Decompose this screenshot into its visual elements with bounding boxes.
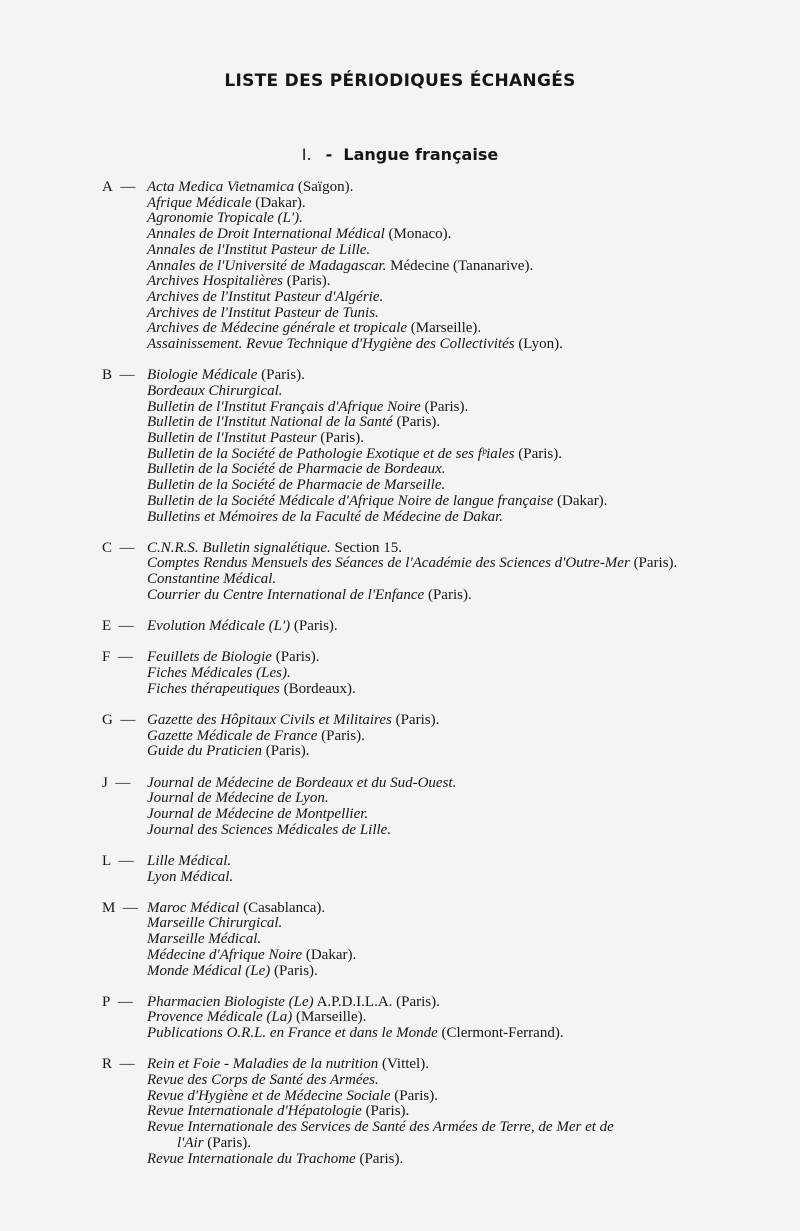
periodical-entry: [147, 243, 782, 259]
periodical-location: (Paris).: [514, 445, 562, 462]
periodical-title: Provence Médicale (La): [147, 1009, 293, 1026]
periodical-title: Gazette des Hôpitaux Civils et Militaires: [147, 711, 392, 728]
periodical-entry: [147, 948, 782, 964]
section-heading: [0, 145, 800, 164]
periodical-location: (Clermont-Ferrand).: [437, 1025, 564, 1042]
letter-dash: —: [119, 367, 135, 384]
periodical-title: Pharmacien Biologiste (Le): [147, 993, 314, 1010]
periodical-title: Marseille Chirurgical.: [147, 915, 283, 932]
letter-group-r: [102, 1057, 782, 1167]
letter-label: C: [102, 539, 113, 556]
periodical-title: Archives de l'Institut Pasteur de Tunis.: [147, 304, 379, 321]
letter-group-g: [102, 713, 782, 760]
periodical-location: (Paris).: [261, 743, 310, 760]
letter-label: E: [102, 618, 112, 635]
periodical-title: Monde Médical (Le): [147, 962, 271, 979]
periodical-entry: [147, 541, 782, 557]
letter-group-m: [102, 901, 782, 980]
letter-group-p: [102, 995, 782, 1042]
group-letter: [102, 995, 146, 1011]
periodical-location: (Marseille).: [292, 1009, 367, 1026]
periodical-entry: [147, 1120, 729, 1151]
periodical-location: (Paris).: [355, 1150, 404, 1167]
periodical-location: Section 15.: [330, 539, 402, 556]
periodical-title: Bordeaux Chirurgical.: [147, 382, 283, 399]
periodical-title: Assainissement. Revue Technique d'Hygiène des Collectivités: [147, 336, 515, 353]
periodical-entry: [147, 431, 782, 447]
periodical-title: Archives de l'Institut Pasteur d'Algérie.: [147, 288, 384, 305]
periodical-location: (Paris).: [316, 430, 364, 447]
letter-label: B: [102, 367, 113, 384]
periodical-title: Guide du Praticien: [147, 743, 262, 760]
periodical-title: Revue d'Hygiène et de Médecine Sociale: [147, 1087, 391, 1104]
periodical-location: (Saïgon).: [294, 179, 354, 195]
periodical-entry: [147, 916, 782, 932]
letter-dash: —: [122, 899, 138, 916]
periodical-title: Archives de Médecine générale et tropicale: [147, 320, 408, 337]
periodical-location: (Dakar).: [302, 946, 357, 963]
periodical-title: Publications O.R.L. en France et dans le Monde: [147, 1025, 438, 1042]
periodical-entry: [147, 415, 782, 431]
periodical-location: (Bordeaux).: [279, 680, 356, 697]
letter-group-f: [102, 650, 782, 697]
letter-dash: —: [119, 539, 135, 556]
periodical-title: Bulletin de la Société de Pharmacie de Bordeaux.: [147, 461, 446, 478]
periodical-location: (Paris).: [270, 962, 318, 979]
periodical-entry: [147, 619, 782, 635]
periodical-entry: [147, 462, 782, 478]
periodical-title: Marseille Médical.: [147, 931, 262, 948]
periodical-entry: [147, 259, 782, 275]
periodical-entry: [147, 713, 782, 729]
periodical-entry: [147, 447, 782, 463]
periodical-entry: [147, 650, 782, 666]
periodical-entry: [147, 180, 782, 196]
periodicals-list: [102, 180, 782, 1183]
letter-group-j: [102, 776, 782, 839]
letter-dash: —: [120, 179, 136, 195]
group-letter: [102, 854, 146, 870]
periodical-entry: [147, 306, 782, 322]
periodical-location: (Paris).: [290, 618, 338, 635]
periodical-entry: [147, 854, 782, 870]
periodical-location: (Paris).: [317, 727, 365, 744]
periodical-entry: [147, 1104, 782, 1120]
periodical-entry: [147, 744, 782, 760]
periodical-location: (Vittel).: [378, 1056, 429, 1073]
group-letter: [102, 901, 146, 917]
periodical-title: Agronomie Tropicale (L').: [147, 210, 303, 227]
periodical-entry: [147, 807, 782, 823]
group-letter: [102, 541, 146, 557]
periodical-entry: [147, 1152, 782, 1168]
periodical-title: Lille Médical.: [147, 852, 232, 869]
letter-label: L: [102, 852, 112, 869]
periodical-title: Revue Internationale des Services de Santé des Armées de Terre, de Mer et de: [147, 1119, 614, 1136]
periodical-location: (Paris).: [392, 414, 441, 431]
periodical-location: (Paris).: [203, 1134, 252, 1151]
periodical-title: Journal des Sciences Médicales de Lille.: [147, 821, 392, 838]
periodical-location: (Paris).: [271, 649, 320, 666]
periodical-location: (Monaco).: [384, 226, 452, 243]
group-letter: [102, 776, 146, 792]
periodical-title: Bulletin de la Société de Pathologie Exotique et de ses fᵖiales: [147, 445, 515, 462]
periodical-title: Revue Internationale du Trachome: [147, 1150, 356, 1167]
periodical-entry: [147, 1089, 782, 1105]
periodical-entry: [147, 776, 782, 792]
periodical-title: Journal de Médecine de Lyon.: [147, 790, 329, 807]
periodical-location: (Marseille).: [407, 320, 482, 337]
periodical-entry: [147, 510, 782, 526]
periodical-title: Archives Hospitalières: [147, 273, 283, 290]
periodical-title: Annales de l'Université de Madagascar.: [147, 257, 387, 274]
periodical-entry: [147, 1057, 782, 1073]
periodical-title: Afrique Médicale: [147, 194, 252, 211]
periodical-location: (Casablanca).: [239, 899, 326, 916]
periodical-title: Courrier du Centre International de l'Enfance: [147, 586, 425, 603]
periodical-title: Acta Medica Vietnamica: [147, 179, 295, 195]
periodical-location: (Paris).: [282, 273, 331, 290]
periodical-title: Annales de l'Institut Pasteur de Lille.: [147, 241, 371, 258]
periodical-entry: [147, 823, 782, 839]
letter-group-a: [102, 180, 782, 353]
periodical-entry: [147, 494, 782, 510]
periodical-entry: [147, 337, 782, 353]
periodical-location: A.P.D.I.L.A. (Paris).: [313, 993, 440, 1010]
periodical-entry: [147, 964, 782, 980]
letter-group-b: [102, 368, 782, 525]
periodical-location: (Paris).: [361, 1103, 410, 1120]
group-letter: [102, 650, 146, 666]
periodical-title: Médecine d'Afrique Noire: [147, 946, 303, 963]
periodical-location: (Paris).: [420, 398, 469, 415]
group-letter: [102, 1057, 146, 1073]
letter-dash: —: [118, 618, 134, 635]
periodical-title: Biologie Médicale: [147, 367, 258, 384]
letter-label: A: [102, 179, 113, 195]
periodical-entry: [147, 556, 782, 572]
periodical-location: (Paris).: [424, 586, 472, 603]
periodical-title: Maroc Médical: [147, 899, 240, 916]
periodical-entry: [147, 1026, 782, 1042]
periodical-location: (Paris).: [391, 711, 440, 728]
periodical-title: Feuillets de Biologie: [147, 649, 272, 666]
letter-label: R: [102, 1056, 113, 1073]
periodical-entry: [147, 384, 782, 400]
periodical-location: (Dakar).: [553, 492, 608, 509]
periodical-title: Bulletin de l'Institut National de la Santé: [147, 414, 393, 431]
periodical-title: Journal de Médecine de Bordeaux et du Sud-Ouest.: [147, 774, 457, 791]
periodical-location: (Dakar).: [251, 194, 306, 211]
periodical-title: Evolution Médicale (L'): [147, 618, 291, 635]
periodical-location: Médecine (Tananarive).: [386, 257, 534, 274]
letter-dash: —: [117, 993, 133, 1010]
periodical-entry: [147, 1010, 782, 1026]
periodical-entry: [147, 211, 782, 227]
letter-label: M: [102, 899, 116, 916]
periodical-entry: [147, 478, 782, 494]
page-title: LISTE DES PÉRIODIQUES ÉCHANGÉS: [224, 71, 576, 91]
letter-label: F: [102, 649, 111, 666]
group-letter: [102, 619, 146, 635]
section-title: Langue française: [343, 145, 499, 164]
periodical-title: Journal de Médecine de Montpellier.: [147, 805, 369, 822]
periodical-title: Revue Internationale d'Hépatologie: [147, 1103, 362, 1120]
periodical-title: Gazette Médicale de France: [147, 727, 318, 744]
letter-label: J: [102, 774, 108, 791]
periodical-entry: [147, 227, 782, 243]
periodical-title: Fiches Médicales (Les).: [147, 664, 291, 681]
periodical-entry: [147, 290, 782, 306]
periodical-title: Bulletin de l'Institut Français d'Afrique Noire: [147, 398, 421, 415]
periodical-entry: [147, 368, 782, 384]
periodical-entry: [147, 870, 782, 886]
group-letter: [102, 180, 146, 196]
letter-dash: —: [115, 774, 131, 791]
letter-label: G: [102, 711, 113, 728]
periodical-entry: [147, 666, 782, 682]
periodical-location: (Lyon).: [514, 336, 563, 353]
periodical-entry: [147, 791, 782, 807]
periodical-location: (Paris).: [629, 555, 678, 572]
periodical-title: Lyon Médical.: [147, 868, 234, 885]
periodical-entry: [147, 682, 782, 698]
periodical-location: (Paris).: [257, 367, 305, 384]
periodical-entry: [147, 196, 782, 212]
group-letter: [102, 368, 146, 384]
periodical-title: C.N.R.S. Bulletin signalétique.: [147, 539, 331, 556]
periodical-title-continued: l'Air: [177, 1134, 204, 1151]
letter-dash: —: [117, 649, 133, 666]
letter-group-c: [102, 541, 782, 604]
periodical-entry: [147, 901, 782, 917]
periodical-title: Constantine Médical.: [147, 571, 277, 588]
letter-dash: —: [120, 711, 136, 728]
periodical-title: Rein et Foie - Maladies de la nutrition: [147, 1056, 379, 1073]
periodical-title: Comptes Rendus Mensuels des Séances de l'Académie des Sciences d'Outre-Mer: [147, 555, 630, 572]
letter-label: P: [102, 993, 111, 1010]
periodical-entry: [147, 932, 782, 948]
periodical-entry: [147, 995, 782, 1011]
periodical-title: Annales de Droit International Médical: [147, 226, 385, 243]
letter-dash: —: [118, 852, 134, 869]
letter-group-e: [102, 619, 782, 635]
periodical-title: Bulletin de la Société Médicale d'Afrique Noire de langue française: [147, 492, 554, 509]
periodical-entry: [147, 321, 782, 337]
periodical-title: Bulletin de la Société de Pharmacie de Marseille.: [147, 477, 446, 494]
periodical-location: (Paris).: [390, 1087, 438, 1104]
periodical-entry: [147, 1073, 782, 1089]
letter-dash: —: [119, 1056, 135, 1073]
periodical-entry: [147, 588, 782, 604]
periodical-title: Revue des Corps de Santé des Armées.: [147, 1072, 379, 1089]
periodical-title: Bulletin de l'Institut Pasteur: [147, 430, 317, 447]
periodical-entry: [147, 729, 782, 745]
periodical-title: Bulletins et Mémoires de la Faculté de Médecine de Dakar.: [147, 508, 503, 525]
group-letter: [102, 713, 146, 729]
section-number: I.: [301, 145, 312, 164]
periodical-entry: [147, 572, 782, 588]
periodical-title: Fiches thérapeutiques: [147, 680, 280, 697]
letter-group-l: [102, 854, 782, 885]
periodical-entry: [147, 274, 782, 290]
section-dash: -: [325, 145, 333, 164]
periodical-entry: [147, 400, 782, 416]
